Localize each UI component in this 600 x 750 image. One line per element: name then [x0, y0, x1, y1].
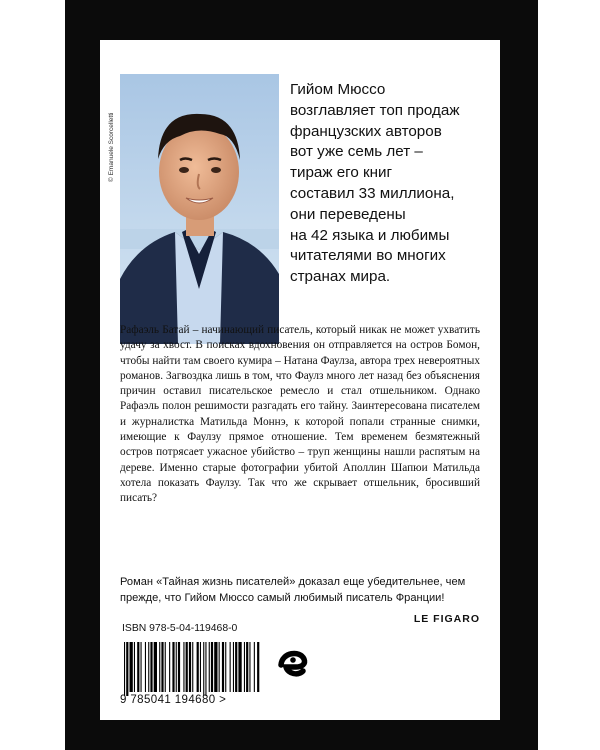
barcode-bar — [205, 642, 206, 696]
bio-line: на 42 языка и любимы — [290, 226, 450, 244]
barcode-bar — [186, 642, 188, 692]
review-source: LE FIGARO — [413, 613, 480, 625]
bio-line: Гийом Мюссо — [290, 81, 386, 98]
bio-line: читателями во многих — [290, 247, 446, 265]
barcode-bar — [235, 642, 237, 692]
barcode-bar — [249, 642, 250, 692]
barcode-bar — [200, 642, 201, 692]
barcode-bar — [254, 642, 255, 692]
barcode-bar — [161, 642, 163, 692]
barcode-bar — [141, 642, 142, 692]
barcode-bar — [209, 642, 210, 692]
barcode-bar — [233, 642, 234, 692]
barcode-bar — [124, 642, 125, 696]
barcode-bar — [176, 642, 177, 692]
barcode-bar — [211, 642, 213, 692]
bio-line: французских авторов — [290, 122, 442, 140]
bio-line: тираж его книг — [290, 164, 393, 182]
eksmo-logo-icon — [272, 641, 312, 687]
barcode-bar — [130, 642, 133, 692]
barcode-bar — [169, 642, 170, 692]
barcode-bar — [183, 642, 184, 692]
author-photo — [120, 74, 279, 344]
barcode-bar — [154, 642, 157, 692]
back-cover — [100, 40, 500, 720]
barcode-bar — [165, 642, 166, 692]
bio-line: составил 33 миллиона, — [290, 184, 455, 202]
barcode — [120, 642, 266, 696]
barcode-bar — [134, 642, 135, 692]
barcode-bar — [203, 642, 204, 696]
barcode-bar — [219, 642, 220, 692]
barcode-bar — [145, 642, 146, 692]
barcode-bar — [178, 642, 180, 692]
barcode-bar — [222, 642, 224, 692]
barcode-bar — [172, 642, 174, 692]
barcode-bar — [238, 642, 241, 692]
isbn-label: ISBN 978-5-04-119468-0 — [122, 623, 238, 634]
bio-line: странах мира. — [290, 268, 391, 286]
barcode-bar — [159, 642, 160, 692]
barcode-bar — [246, 642, 248, 692]
barcode-bar — [244, 642, 245, 692]
book-annotation: Рафаэль Батай – начинающий писатель, который никак не может ухватить удачу за хвост. В поисках вдохновения он отправляется на остров Бомон, чтобы найти там своего кумира – Натана Фаулза, автора трех невероятных романов. Загвоздка лишь в том, что Фаулз много лет назад без объяснения причин оставил писательское ремесло и стал отшельником. Однако Рафаэль полон решимости разгадать его тайну. Заинтересована писателем и журналистка Матильда Моннэ, к которой попали странные снимки, имеющие к Фаулзу прямое отношение. Тем временем безмятежный остров потрясает ужасное убийство – труп женщины нашли распятым на дереве. Именно старые фотографии убитой Аполлин Шапюи Матильда хотела показать Фаулзу. Так что же скрывает отшельник, бросивший писать? — [120, 324, 480, 505]
photo-credit: © Emanuele Scorcelletti — [108, 112, 115, 182]
barcode-bar — [225, 642, 226, 692]
barcode-bar — [197, 642, 199, 692]
barcode-bar — [214, 642, 217, 692]
barcode-bar — [126, 642, 128, 696]
bio-line: вот уже семь лет – — [290, 143, 423, 161]
barcode-digits: 9 785041 194680 > — [120, 694, 227, 706]
bio-line: они переведены — [290, 205, 406, 223]
barcode-bar — [189, 642, 191, 692]
review-quote: Роман «Тайная жизнь писателей» доказал еще убедительнее, чем прежде, что Гийом Мюссо самый любимый писатель Франции! — [120, 576, 466, 604]
barcode-bar — [150, 642, 152, 692]
bio-line: возглавляет топ продаж — [290, 101, 460, 119]
barcode-bar — [230, 642, 231, 692]
author-bio — [290, 80, 495, 288]
barcode-bar — [148, 642, 149, 692]
barcode-bar — [192, 642, 193, 692]
barcode-bar — [257, 642, 259, 692]
barcode-bar — [137, 642, 139, 692]
